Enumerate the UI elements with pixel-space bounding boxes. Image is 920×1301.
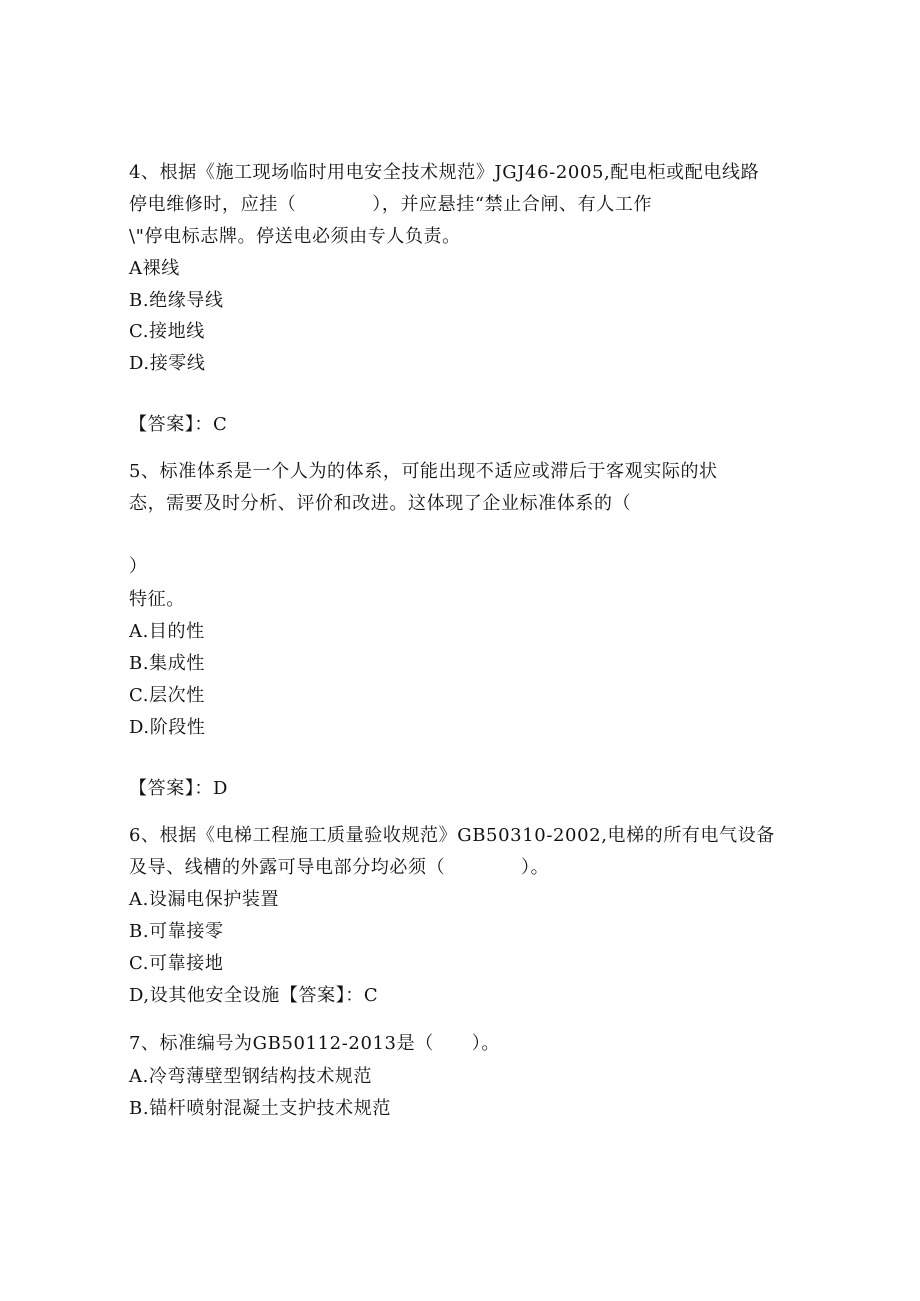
q6-stem-line-1: 6、根据《电梯工程施工质量验收规范》GB50310-2002,电梯的所有电气设备 — [129, 825, 775, 846]
q7-option-b: B.锚杆喷射混凝土支护技术规范 — [129, 1098, 391, 1119]
q4-option-c: C.接地线 — [129, 321, 205, 342]
q5-stem-line-1: 5、标准体系是一个人为的体系，可能出现不适应或滞后于客观实际的状 — [129, 461, 718, 482]
q4-stem-line-2: 停电维修时，应挂（ ），并应悬挂“禁止合闸、有人工作 — [129, 194, 653, 215]
q5-option-c: C.层次性 — [129, 685, 205, 706]
q5-stem-line-3: ） — [129, 556, 148, 577]
q4-option-b: B.绝缘导线 — [129, 290, 224, 311]
q4-option-a: A裸线 — [129, 258, 180, 279]
q4-stem-line-3: \"停电标志牌。停送电必须由专人负责。 — [129, 226, 461, 247]
q5-stem-line-4: 特征。 — [129, 589, 185, 610]
q6-option-a: A.设漏电保护装置 — [129, 889, 280, 910]
q4-answer: 【答案】：C — [129, 414, 228, 435]
q6-stem-line-2: 及导、线槽的外露可导电部分均必须（ ）。 — [129, 857, 550, 878]
q4-option-d: D.接零线 — [129, 353, 206, 374]
q5-option-d: D.阶段性 — [129, 717, 206, 738]
q6-option-b: B.可靠接零 — [129, 921, 224, 942]
q7-option-a: A.冷弯薄壁型钢结构技术规范 — [129, 1066, 373, 1087]
q6-option-d-with-answer: D,设其他安全设施【答案】：C — [129, 985, 379, 1006]
q5-option-a: A.目的性 — [129, 621, 205, 642]
q6-option-c: C.可靠接地 — [129, 953, 224, 974]
q5-answer: 【答案】：D — [129, 778, 229, 799]
q5-stem-line-2: 态，需要及时分析、评价和改进。这体现了企业标准体系的（ — [129, 493, 632, 514]
q4-stem-line-1: 4、根据《施工现场临时用电安全技术规范》JGJ46-2005,配电柜或配电线路 — [129, 162, 760, 183]
q7-stem-line-1: 7、标准编号为GB50112-2013是（ ）。 — [129, 1033, 500, 1054]
q5-option-b: B.集成性 — [129, 653, 205, 674]
